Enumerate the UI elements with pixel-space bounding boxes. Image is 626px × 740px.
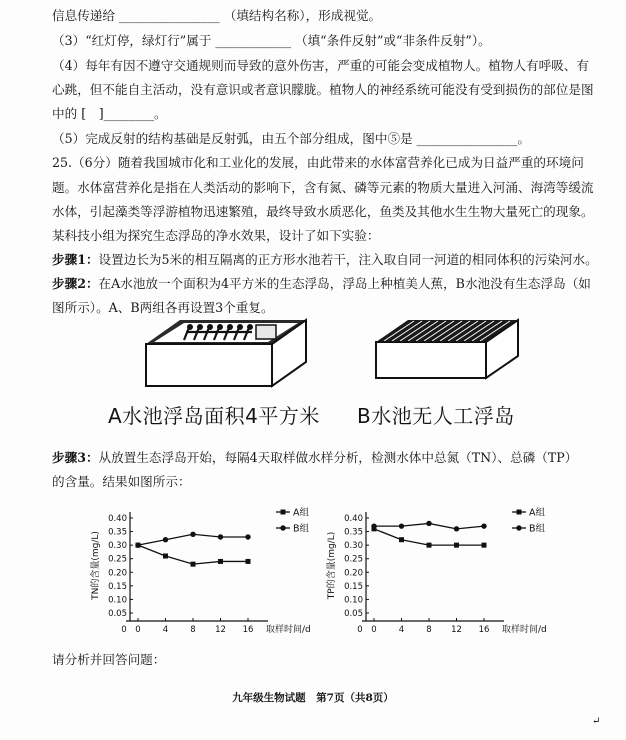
question-prompt: 请分析并回答问题： — [52, 652, 166, 667]
y-axis-label: TP的含量(mg/L) — [327, 531, 337, 600]
step-2-line — [52, 276, 597, 292]
x-tick-label: 4 — [162, 625, 169, 635]
y-tick-label: 0.30 — [108, 541, 127, 552]
pool-b-caption: B水池无人工浮岛 — [357, 404, 515, 428]
return-mark: ↵ — [592, 716, 601, 727]
x-axis-label: 取样时间/d — [266, 625, 311, 635]
question-text-line: 图所示）。A、B两组各再设置3个重复。 — [52, 300, 274, 315]
tp-line-chart — [322, 500, 562, 635]
y-tick-label: 0.15 — [344, 581, 363, 592]
data-point-b — [163, 537, 168, 542]
origin-label: 0 — [121, 625, 127, 635]
tn-line-chart — [86, 500, 326, 635]
x-axis-label: 取样时间/d — [502, 625, 547, 635]
step-label: 步骤2： — [52, 276, 99, 291]
data-point-b — [481, 523, 486, 528]
data-point-a — [482, 543, 487, 548]
question-text-line: 水体，引起藻类等浮游植物迅速繁殖，最终导致水质恶化，鱼类及其他水生生物大量死亡的现象。 — [52, 204, 594, 219]
step-label: 步骤3： — [52, 450, 99, 465]
x-tick-label: 8 — [426, 625, 432, 635]
step-text: 从放置生态浮岛开始，每隔4天取样做水样分析，检测水体中总氮（TN）、总磷（TP） — [98, 450, 578, 465]
data-point-b — [245, 534, 250, 539]
y-tick-label: 0.10 — [108, 595, 127, 606]
data-point-b — [218, 534, 223, 539]
data-point-a — [191, 562, 196, 567]
question-text-line: （5）完成反射的结构基础是反射弧，由五个部分组成，图中⑤是 ________________。 — [52, 131, 530, 146]
origin-label: 0 — [357, 625, 363, 635]
x-tick-label: 16 — [242, 625, 254, 635]
pool-b-figure — [372, 318, 522, 382]
step-label: 步骤1： — [52, 252, 99, 267]
legend-marker — [280, 525, 285, 530]
question-text-line: 题。水体富营养化是指在人类活动的影响下，含有氮、磷等元素的物质大量进入河涌、海湾等缓流 — [52, 180, 594, 195]
x-tick-label: 0 — [135, 625, 141, 635]
y-tick-label: 0.35 — [344, 527, 363, 538]
step-3-line — [52, 450, 597, 466]
data-point-a — [218, 559, 223, 564]
y-tick-label: 0.35 — [108, 527, 127, 538]
pool-a-figure — [140, 318, 310, 390]
data-point-b — [190, 532, 195, 537]
data-point-a — [163, 554, 168, 559]
y-tick-label: 0.25 — [344, 554, 363, 565]
question-text-line: （4）每年有因不遵守交通规则而导致的意外伤害，严重的可能会变成植物人。植物人有呼吸、有 — [52, 58, 589, 73]
question-text-line: 某科技小组为探究生态浮岛的净水效果，设计了如下实验： — [52, 228, 380, 243]
x-tick-label: 16 — [478, 625, 490, 635]
legend-label: A组 — [293, 507, 309, 519]
y-tick-label: 0.40 — [344, 514, 363, 524]
data-point-a — [427, 543, 432, 548]
y-axis-label: TN的含量(mg/L) — [91, 531, 101, 600]
y-tick-label: 0.20 — [108, 568, 127, 579]
legend-marker — [517, 510, 522, 515]
step-1-line — [52, 252, 597, 268]
data-point-b — [135, 542, 140, 547]
data-point-b — [399, 523, 404, 528]
y-tick-label: 0.05 — [344, 609, 363, 619]
legend-marker — [516, 525, 521, 530]
data-point-a — [246, 559, 251, 564]
legend-label: A组 — [529, 507, 545, 519]
data-point-a — [454, 543, 459, 548]
question-text-line: 心跳，但不能自主活动，没有意识或者意识朦胧。植物人的神经系统可能没有受到损伤的部位是图 — [52, 82, 594, 97]
question-text-line: 中的 [ ]________。 — [52, 106, 167, 121]
x-tick-label: 12 — [215, 625, 226, 635]
data-point-b — [426, 521, 431, 526]
y-tick-label: 0.20 — [344, 568, 363, 579]
question-text-line: （3）“红灯停，绿灯行”属于 ____________ （填“条件反射”或“非条件反射”）。 — [52, 33, 491, 48]
y-tick-label: 0.05 — [108, 609, 127, 619]
question-25-header: 25.（6分）随着我国城市化和工业化的发展，由此带来的水体富营养化已成为日益严重的环境问 — [52, 155, 584, 170]
x-tick-label: 0 — [371, 625, 377, 635]
y-tick-label: 0.40 — [108, 514, 127, 524]
x-tick-label: 4 — [398, 625, 405, 635]
y-tick-label: 0.10 — [344, 595, 363, 606]
y-tick-label: 0.15 — [108, 581, 127, 592]
step-text: 设置边长为5米的相互隔离的正方形水池若干，注入取自同一河道的相同体积的污染河水。 — [98, 252, 598, 267]
page-footer: 九年级生物试题 第7页（共8页） — [232, 692, 394, 704]
x-tick-label: 12 — [451, 625, 462, 635]
x-tick-label: 8 — [190, 625, 196, 635]
y-tick-label: 0.25 — [108, 554, 127, 565]
data-point-a — [399, 537, 404, 542]
legend-label: B组 — [529, 523, 546, 535]
legend-label: B组 — [293, 523, 310, 535]
question-text-line: 信息传递给 ________________ （填结构名称），形成视觉。 — [52, 8, 382, 23]
data-point-b — [454, 526, 459, 531]
y-tick-label: 0.30 — [344, 541, 363, 552]
step-text: 在A水池放一个面积为4平方米的生态浮岛，浮岛上种植美人蕉，B水池没有生态浮岛（如 — [98, 276, 591, 291]
question-text-line: 的含量。结果如图所示： — [52, 474, 191, 489]
data-point-b — [371, 523, 376, 528]
legend-marker — [281, 510, 286, 515]
series-line-a — [138, 545, 248, 564]
pool-a-caption: A水池浮岛面积4平方米 — [108, 404, 320, 428]
